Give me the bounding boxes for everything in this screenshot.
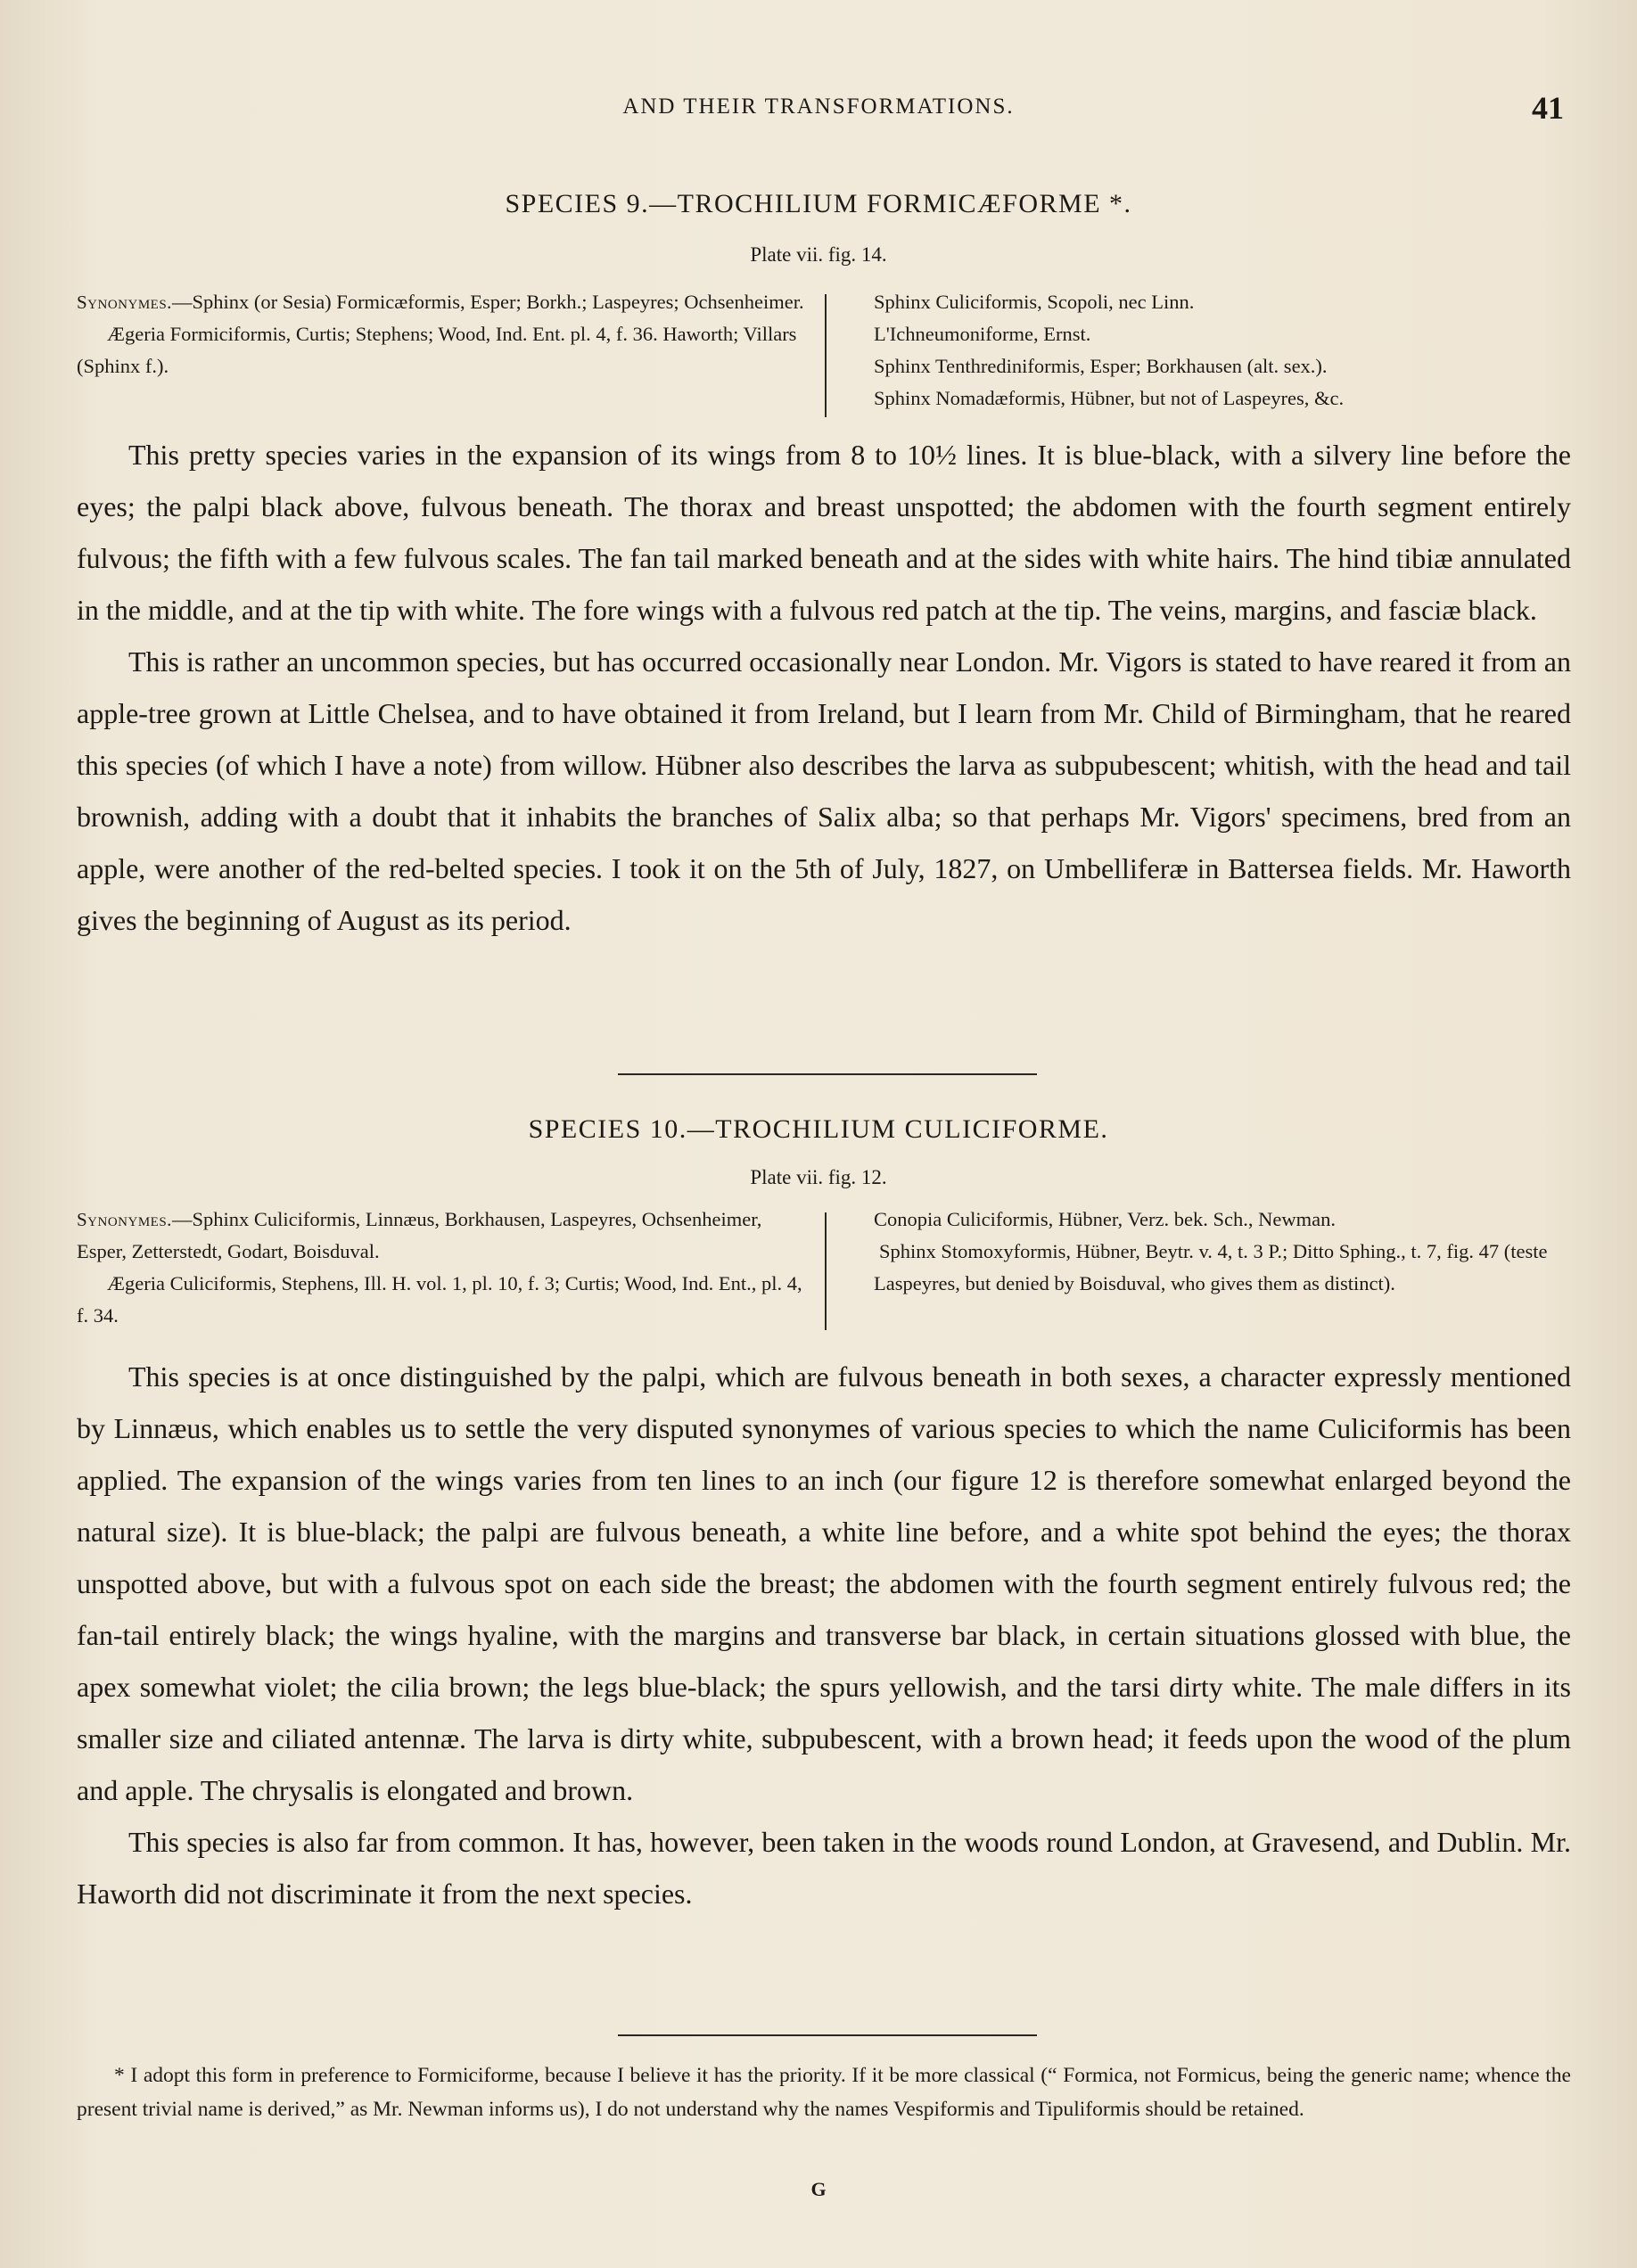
- species-9-synonymes-right: [874, 286, 1578, 415]
- species-10-synonymes-right: [874, 1204, 1578, 1300]
- synonym-entry: Ægeria Formiciformis, Curtis; Stephens; Wood, Ind. Ent. pl. 4, f. 36. Haworth; Villars (Sphinx f.).: [77, 323, 797, 377]
- paragraph: This species is at once distinguished by the palpi, which are fulvous beneath in both sexes, a character expressly mentioned by Linnæus, which enables us to settle the very disputed synonymes of various species to which the name Culiciformis has been applied. The expansion of the wings varies from ten lines to an inch (our figure 12 is therefore somewhat enlarged beyond the natural size). It is blue-black; the palpi are fulvous beneath, a white line before, and a white spot behind the eyes; the thorax unspotted above, but with a fulvous spot on each side the breast; the abdomen with the fourth segment entirely fulvous red; the fan-tail entirely black; the wings hyaline, with the margins and transverse bar black, in certain situations glossed with blue, the apex somewhat violet; the cilia brown; the legs blue-black; the spurs yellowish, and the tarsi dirty white. The male differs in its smaller size and ciliated antennæ. The larva is dirty white, subpubescent, with a brown head; it feeds upon the wood of the plum and apple. The chrysalis is elongated and brown.: [77, 1360, 1571, 1806]
- section-divider: [618, 1073, 1037, 1075]
- species-9-title: SPECIES 9.—TROCHILIUM FORMICÆFORME *.: [505, 189, 1132, 218]
- synonymes-divider: [825, 1212, 827, 1330]
- paragraph: This is rather an uncommon species, but has occurred occasionally near London. Mr. Vigors is stated to have reared it from an apple-tree grown at Little Chelsea, and to have obtained it from Ireland, but I learn from Mr. Child of Birmingham, that he reared this species (of which I have a note) from willow. Hübner also describes the larva as subpubescent; whitish, with the head and tail brownish, adding with a doubt that it inhabits the branches of Salix alba; so that perhaps Mr. Vigors' specimens, bred from an apple, were another of the red-belted species. I took it on the 5th of July, 1827, on Umbelliferæ in Battersea fields. Mr. Haworth gives the beginning of August as its period.: [77, 645, 1571, 936]
- synonymes-divider: [825, 294, 827, 417]
- species-10-plate-ref: Plate vii. fig. 12.: [750, 1166, 887, 1188]
- footnote-text: * I adopt this form in preference to Formiciforme, because I believe it has the priority. If it be more classical (“ Formica, not Formicus, being the generic name; whence the present trivial name is derived,” as Mr. Newman informs us), I do not understand why the names Vespiformis and Tipuliformis should be retained.: [77, 2064, 1571, 2121]
- synonym-entry: Sphinx Tenthrediniformis, Esper; Borkhausen (alt. sex.).: [874, 355, 1328, 377]
- species-9-plate-ref: Plate vii. fig. 14.: [750, 243, 887, 266]
- footnote-divider: [618, 2034, 1037, 2036]
- species-9-description: [77, 429, 1571, 946]
- synonym-entry: —Sphinx Culiciformis, Linnæus, Borkhausen, Laspeyres, Ochsenheimer, Esper, Zetterstedt, Godart, Boisduval.: [77, 1208, 762, 1262]
- species-10-title: SPECIES 10.—TROCHILIUM CULICIFORME.: [528, 1114, 1109, 1144]
- synonym-entry: Sphinx Nomadæformis, Hübner, but not of Laspeyres, &c.: [874, 387, 1345, 409]
- running-head: AND THEIR TRANSFORMATIONS.: [622, 94, 1015, 119]
- species-9-synonymes-left: [77, 286, 810, 382]
- synonym-entry: Sphinx Culiciformis, Scopoli, nec Linn.: [874, 291, 1195, 313]
- page-number: 41: [1532, 90, 1564, 126]
- synonymes-label: Synonymes.: [77, 292, 172, 313]
- footnote: [77, 2058, 1571, 2126]
- synonym-entry: Conopia Culiciformis, Hübner, Verz. bek. Sch., Newman.: [874, 1208, 1336, 1230]
- synonym-entry: Sphinx Stomoxyformis, Hübner, Beytr. v. 4, t. 3 P.; Ditto Sphing., t. 7, fig. 47 (teste Laspeyres, but denied by Boisduval, who gives them as distinct).: [874, 1240, 1548, 1294]
- synonymes-label: Synonymes.: [77, 1209, 172, 1230]
- signature-mark: G: [810, 2178, 827, 2200]
- species-10-description: [77, 1351, 1571, 1919]
- synonym-entry: Ægeria Culiciformis, Stephens, Ill. H. vol. 1, pl. 10, f. 3; Curtis; Wood, Ind. Ent., pl. 4, f. 34.: [77, 1272, 802, 1327]
- synonym-entry: —Sphinx (or Sesia) Formicæformis, Esper; Borkh.; Laspeyres; Ochsenheimer.: [171, 291, 804, 313]
- paragraph: This species is also far from common. It has, however, been taken in the woods round London, at Gravesend, and Dublin. Mr. Haworth did not discriminate it from the next species.: [77, 1826, 1571, 1910]
- synonym-entry: L'Ichneumoniforme, Ernst.: [874, 323, 1091, 345]
- paragraph: This pretty species varies in the expansion of its wings from 8 to 10½ lines. It is blue-black, with a silvery line before the eyes; the palpi black above, fulvous beneath. The thorax and breast unspotted; the abdomen with the fourth segment entirely fulvous; the fifth with a few fulvous scales. The fan tail marked beneath and at the sides with white hairs. The hind tibiæ annulated in the middle, and at the tip with white. The fore wings with a fulvous red patch at the tip. The veins, margins, and fasciæ black.: [77, 439, 1571, 626]
- species-10-synonymes-left: [77, 1204, 810, 1332]
